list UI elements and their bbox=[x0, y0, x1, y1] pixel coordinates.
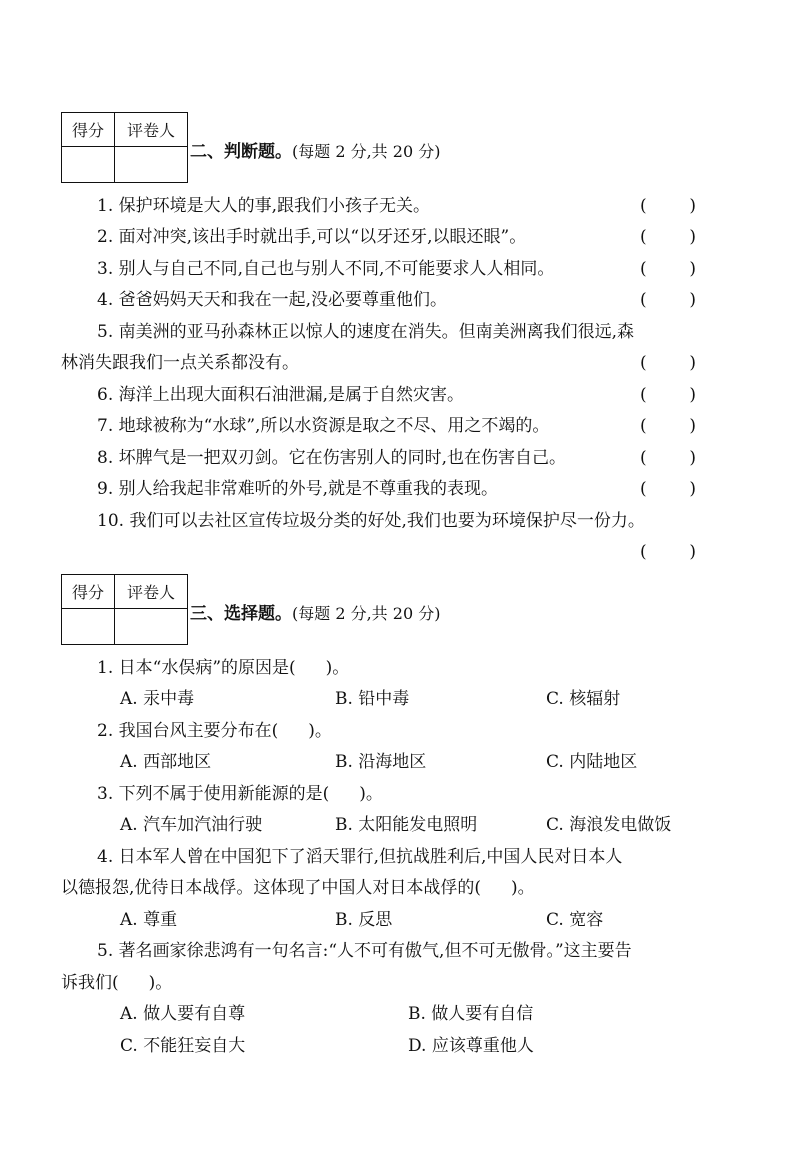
mc-question-1: 1. 日本“水俣病”的原因是( )。 bbox=[97, 658, 350, 678]
option-2c[interactable]: C. 内陆地区 bbox=[546, 752, 638, 772]
option-3b[interactable]: B. 太阳能发电照明 bbox=[335, 815, 478, 835]
tf-item-5-cont: 林消失跟我们一点关系都没有。 bbox=[61, 353, 299, 373]
score-label: 得分 bbox=[62, 113, 115, 147]
option-4b[interactable]: B. 反思 bbox=[335, 910, 393, 930]
tf-item-2: 2. 面对冲突,该出手时就出手,可以“以牙还牙,以眼还眼”。 bbox=[97, 227, 527, 247]
option-5a[interactable]: A. 做人要有自尊 bbox=[120, 1004, 246, 1024]
grader-label: 评卷人 bbox=[115, 575, 188, 609]
grader-label: 评卷人 bbox=[115, 113, 188, 147]
section2-heading: 二、判断题。 bbox=[190, 142, 292, 162]
score-label: 得分 bbox=[62, 575, 115, 609]
mc-question-2: 2. 我国台风主要分布在( )。 bbox=[97, 721, 332, 741]
score-box-section3 bbox=[61, 574, 188, 645]
option-2a[interactable]: A. 西部地区 bbox=[120, 752, 212, 772]
tf-item-8: 8. 坏脾气是一把双刃剑。它在伤害别人的同时,也在伤害自己。 bbox=[97, 448, 567, 468]
answer-paren-7[interactable]: ( ) bbox=[640, 416, 696, 436]
answer-paren-4[interactable]: ( ) bbox=[640, 290, 696, 310]
option-3c[interactable]: C. 海浪发电做饭 bbox=[546, 815, 672, 835]
option-1b[interactable]: B. 铅中毒 bbox=[335, 689, 410, 709]
grader-cell[interactable] bbox=[115, 609, 188, 645]
option-2b[interactable]: B. 沿海地区 bbox=[335, 752, 427, 772]
score-box-section2 bbox=[61, 112, 188, 183]
answer-paren-3[interactable]: ( ) bbox=[640, 259, 696, 279]
section2-title bbox=[190, 137, 440, 162]
answer-paren-10[interactable]: ( ) bbox=[640, 542, 696, 562]
tf-item-6: 6. 海洋上出现大面积石油泄漏,是属于自然灾害。 bbox=[97, 385, 465, 405]
tf-item-5: 5. 南美洲的亚马孙森林正以惊人的速度在消失。但南美洲离我们很远,森 bbox=[97, 322, 635, 342]
mc-question-4-cont: 以德报怨,优待日本战俘。这体现了中国人对日本战俘的( )。 bbox=[61, 878, 535, 898]
tf-item-1: 1. 保护环境是大人的事,跟我们小孩子无关。 bbox=[97, 196, 431, 216]
answer-paren-2[interactable]: ( ) bbox=[640, 227, 696, 247]
score-cell[interactable] bbox=[62, 609, 115, 645]
answer-paren-8[interactable]: ( ) bbox=[640, 448, 696, 468]
option-4a[interactable]: A. 尊重 bbox=[120, 910, 178, 930]
section3-note: (每题 2 分,共 20 分) bbox=[292, 604, 441, 623]
answer-paren-6[interactable]: ( ) bbox=[640, 385, 696, 405]
grader-cell[interactable] bbox=[115, 147, 188, 183]
tf-item-3: 3. 别人与自己不同,自己也与别人不同,不可能要求人人相同。 bbox=[97, 259, 555, 279]
tf-item-9: 9. 别人给我起非常难听的外号,就是不尊重我的表现。 bbox=[97, 479, 499, 499]
answer-paren-5[interactable]: ( ) bbox=[640, 353, 696, 373]
tf-item-4: 4. 爸爸妈妈天天和我在一起,没必要尊重他们。 bbox=[97, 290, 448, 310]
section3-title bbox=[190, 599, 440, 624]
section3-heading: 三、选择题。 bbox=[190, 604, 292, 624]
option-5c[interactable]: C. 不能狂妄自大 bbox=[120, 1036, 246, 1056]
option-1c[interactable]: C. 核辐射 bbox=[546, 689, 621, 709]
mc-question-3: 3. 下列不属于使用新能源的是( )。 bbox=[97, 784, 383, 804]
mc-question-5-cont: 诉我们( )。 bbox=[61, 973, 173, 993]
tf-item-10: 10. 我们可以去社区宣传垃圾分类的好处,我们也要为环境保护尽一份力。 bbox=[97, 511, 645, 531]
answer-paren-9[interactable]: ( ) bbox=[640, 479, 696, 499]
option-5b[interactable]: B. 做人要有自信 bbox=[408, 1004, 534, 1024]
option-1a[interactable]: A. 汞中毒 bbox=[120, 689, 195, 709]
option-4c[interactable]: C. 宽容 bbox=[546, 910, 604, 930]
score-cell[interactable] bbox=[62, 147, 115, 183]
answer-paren-1[interactable]: ( ) bbox=[640, 196, 696, 216]
option-5d[interactable]: D. 应该尊重他人 bbox=[408, 1036, 534, 1056]
option-3a[interactable]: A. 汽车加汽油行驶 bbox=[120, 815, 263, 835]
mc-question-5: 5. 著名画家徐悲鸿有一句名言:“人不可有傲气,但不可无傲骨。”这主要告 bbox=[97, 941, 632, 961]
section2-note: (每题 2 分,共 20 分) bbox=[292, 142, 441, 161]
mc-question-4: 4. 日本军人曾在中国犯下了滔天罪行,但抗战胜利后,中国人民对日本人 bbox=[97, 847, 623, 867]
tf-item-7: 7. 地球被称为“水球”,所以水资源是取之不尽、用之不竭的。 bbox=[97, 416, 550, 436]
